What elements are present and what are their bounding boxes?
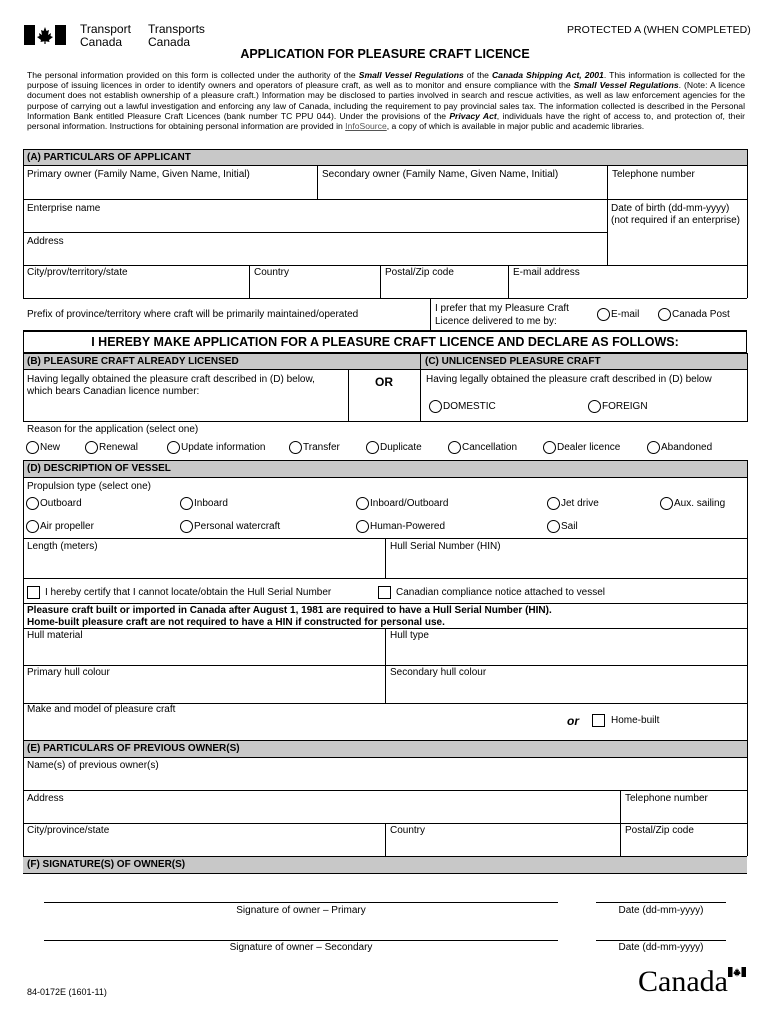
length-field[interactable] — [24, 554, 384, 577]
or-label-small: or — [567, 714, 579, 728]
reason-new-radio[interactable] — [26, 441, 39, 454]
make-model-field[interactable] — [24, 717, 559, 739]
reason-transfer-label: Transfer — [303, 442, 340, 453]
reason-cancellation-radio[interactable] — [448, 441, 461, 454]
dept-fr-line1: Transports — [148, 22, 205, 36]
previous-owner-city-field[interactable] — [24, 838, 384, 855]
compliance-notice-checkbox[interactable] — [378, 586, 391, 599]
reason-dealer-label: Dealer licence — [557, 442, 621, 453]
propulsion-label: Propulsion type (select one) — [27, 481, 151, 492]
dept-en-line1: Transport — [80, 22, 131, 36]
primary-signature-field[interactable] — [44, 880, 558, 902]
previous-owner-country-label: Country — [390, 825, 426, 836]
prefer-label-line2: Licence delivered to me by: — [435, 316, 557, 327]
secondary-hull-colour-field[interactable] — [386, 680, 746, 702]
city-field[interactable] — [24, 280, 249, 297]
secondary-signature-date-field[interactable] — [596, 918, 726, 940]
hull-type-field[interactable] — [386, 643, 746, 664]
wordmark-flag-icon — [728, 967, 746, 977]
delivery-canada-post-radio[interactable] — [658, 308, 671, 321]
postal-code-label: Postal/Zip code — [385, 267, 454, 278]
reason-cancellation-label: Cancellation — [462, 442, 518, 453]
enterprise-name-label: Enterprise name — [27, 203, 101, 214]
secondary-owner-label: Secondary owner (Family Name, Given Name, Initial) — [322, 169, 559, 180]
primary-signature-label: Signature of owner – Primary — [236, 905, 366, 916]
dob-field[interactable] — [608, 228, 746, 264]
delivery-email-radio[interactable] — [597, 308, 610, 321]
email-field[interactable] — [509, 280, 746, 297]
privacy-notice: The personal information provided on this form is collected under the authority of the Small Vessel Regulations of the Canada Shipping Act, 2001. This information is collected for the purpose of issuing licences in order to identify owners and operators of pleasure craft, as well as to monitor and ensure compliance with the Small Vessel Regulations. (Note: A licence document does not establish ownership of a pleasure craft.) Information may be disclosed to parties involved in search and rescue activities, as well as law enforcement agencies for the purpose of carrying out a lawful investigation and enforcing any law of Canada, including the requirement to pay provincial sales tax. The information collected is described in the Personal Information Bank entitled Pleasure Craft Licences (bank number TC PPU 044). Under the provisions of the Privacy Act, individuals have the right of access to, and protection of, their personal information. Instructions for obtaining personal information are provided in InfoSource, a copy of which is available in major public and academic libraries. — [27, 70, 746, 132]
propulsion-human-powered-label: Human-Powered — [370, 521, 446, 532]
hin-label: Hull Serial Number (HIN) — [390, 541, 501, 552]
propulsion-aux-sailing-radio[interactable] — [660, 497, 673, 510]
canada-flag-icon — [24, 25, 66, 45]
propulsion-outboard-label: Outboard — [40, 498, 82, 509]
previous-owner-names-label: Name(s) of previous owner(s) — [27, 760, 159, 771]
previous-owner-names-field[interactable] — [24, 773, 746, 789]
dept-fr-line2: Canada — [148, 35, 191, 49]
licence-number-field[interactable] — [27, 399, 342, 419]
foreign-radio[interactable] — [588, 400, 601, 413]
canada-wordmark: Canada — [638, 965, 728, 998]
hin-field[interactable] — [386, 554, 746, 577]
section-d-header: (D) DESCRIPTION OF VESSEL — [23, 460, 747, 478]
propulsion-human-powered-radio[interactable] — [356, 520, 369, 533]
cannot-locate-hin-checkbox[interactable] — [27, 586, 40, 599]
primary-owner-field[interactable] — [24, 182, 317, 198]
form-number: 84-0172E (1601-11) — [27, 987, 107, 997]
secondary-signature-label: Signature of owner – Secondary — [229, 942, 373, 953]
country-label: Country — [254, 267, 290, 278]
reason-new-label: New — [40, 442, 61, 453]
hin-requirement-note: Pleasure craft built or imported in Canada after August 1, 1981 are required to have a Hull Serial Number (HIN). — [27, 605, 552, 616]
section-b-header: (B) PLEASURE CRAFT ALREADY LICENSED — [23, 353, 420, 370]
propulsion-inboard-label: Inboard — [194, 498, 228, 509]
section-a-header: (A) PARTICULARS OF APPLICANT — [23, 149, 747, 166]
previous-owner-country-field[interactable] — [386, 838, 619, 855]
previous-owner-telephone-label: Telephone number — [625, 793, 708, 804]
primary-hull-colour-field[interactable] — [24, 680, 384, 702]
reason-renewal-radio[interactable] — [85, 441, 98, 454]
hull-type-label: Hull type — [390, 630, 429, 641]
propulsion-sail-label: Sail — [561, 521, 578, 532]
propulsion-pwc-label: Personal watercraft — [194, 521, 281, 532]
cannot-locate-hin-label: I hereby certify that I cannot locate/obtain the Hull Serial Number — [45, 587, 332, 598]
prefix-field[interactable] — [363, 300, 429, 328]
hull-material-label: Hull material — [27, 630, 83, 641]
propulsion-jet-radio[interactable] — [547, 497, 560, 510]
section-e-header: (E) PARTICULARS OF PREVIOUS OWNER(S) — [23, 740, 747, 758]
length-label: Length (meters) — [27, 541, 98, 552]
reason-abandoned-label: Abandoned — [661, 442, 713, 453]
dob-note: (not required if an enterprise) — [611, 215, 740, 226]
reason-transfer-radio[interactable] — [289, 441, 302, 454]
propulsion-aux-sailing-label: Aux. sailing — [674, 498, 726, 509]
reason-duplicate-label: Duplicate — [380, 442, 422, 453]
home-built-label: Home-built — [611, 715, 660, 726]
email-label: E-mail address — [513, 267, 580, 278]
propulsion-inboard-outboard-label: Inboard/Outboard — [370, 498, 449, 509]
compliance-notice-label: Canadian compliance notice attached to vessel — [396, 587, 606, 598]
section-f-header: (F) SIGNATURE(S) OF OWNER(S) — [23, 856, 747, 874]
primary-hull-colour-label: Primary hull colour — [27, 667, 110, 678]
section-b-text-line1: Having legally obtained the pleasure craft described in (D) below, — [27, 374, 315, 385]
or-divider: OR — [375, 375, 393, 389]
hull-material-field[interactable] — [24, 643, 384, 664]
previous-owner-address-field[interactable] — [24, 806, 620, 822]
domestic-label: DOMESTIC — [443, 401, 496, 412]
dob-label: Date of birth (dd-mm-yyyy) — [611, 203, 730, 214]
country-field[interactable] — [250, 280, 380, 297]
previous-owner-postal-field[interactable] — [621, 838, 746, 855]
reason-duplicate-radio[interactable] — [366, 441, 379, 454]
primary-signature-date-field[interactable] — [596, 880, 726, 902]
reason-dealer-radio[interactable] — [543, 441, 556, 454]
make-model-label: Make and model of pleasure craft — [27, 704, 176, 715]
propulsion-air-propeller-label: Air propeller — [40, 521, 94, 532]
city-label: City/prov/territory/state — [27, 267, 128, 278]
delivery-email-label: E-mail — [611, 309, 640, 320]
section-b-text-line2: which bears Canadian licence number: — [27, 386, 200, 397]
section-c-text: Having legally obtained the pleasure craft described in (D) below — [426, 374, 712, 385]
postal-code-field[interactable] — [381, 280, 508, 297]
previous-owner-telephone-field[interactable] — [621, 806, 746, 822]
address-field[interactable] — [24, 248, 606, 264]
propulsion-inboard-radio[interactable] — [180, 497, 193, 510]
previous-owner-address-label: Address — [27, 793, 64, 804]
secondary-signature-field[interactable] — [44, 918, 558, 940]
dept-en-line2: Canada — [80, 35, 123, 49]
reason-label: Reason for the application (select one) — [27, 424, 199, 435]
reason-update-radio[interactable] — [167, 441, 180, 454]
foreign-label: FOREIGN — [602, 401, 648, 412]
propulsion-air-propeller-radio[interactable] — [26, 520, 39, 533]
enterprise-name-field[interactable] — [24, 215, 606, 231]
previous-owner-postal-label: Postal/Zip code — [625, 825, 694, 836]
secondary-hull-colour-label: Secondary hull colour — [390, 667, 487, 678]
reason-renewal-label: Renewal — [99, 442, 138, 453]
propulsion-pwc-radio[interactable] — [180, 520, 193, 533]
infosource-link[interactable]: InfoSource — [345, 121, 387, 132]
primary-date-label: Date (dd-mm-yyyy) — [618, 905, 704, 916]
home-built-checkbox[interactable] — [592, 714, 605, 727]
primary-owner-label: Primary owner (Family Name, Given Name, Initial) — [27, 169, 250, 180]
telephone-field[interactable] — [608, 182, 746, 198]
propulsion-inboard-outboard-radio[interactable] — [356, 497, 369, 510]
declaration-banner: I HEREBY MAKE APPLICATION FOR A PLEASURE CRAFT LICENCE AND DECLARE AS FOLLOWS: — [23, 330, 747, 353]
protected-label: PROTECTED A (WHEN COMPLETED) — [567, 24, 751, 36]
domestic-radio[interactable] — [429, 400, 442, 413]
prefix-label: Prefix of province/territory where craft will be primarily maintained/operated — [27, 309, 359, 320]
delivery-canada-post-label: Canada Post — [672, 309, 730, 320]
prefer-label-line1: I prefer that my Pleasure Craft — [435, 303, 569, 314]
section-c-header: (C) UNLICENSED PLEASURE CRAFT — [420, 353, 747, 370]
secondary-owner-field[interactable] — [318, 182, 607, 198]
propulsion-outboard-radio[interactable] — [26, 497, 39, 510]
form-title: APPLICATION FOR PLEASURE CRAFT LICENCE — [240, 47, 530, 61]
propulsion-sail-radio[interactable] — [547, 520, 560, 533]
telephone-label: Telephone number — [612, 169, 695, 180]
reason-update-label: Update information — [181, 442, 266, 453]
secondary-date-label: Date (dd-mm-yyyy) — [618, 942, 704, 953]
propulsion-jet-label: Jet drive — [561, 498, 599, 509]
home-built-note: Home-built pleasure craft are not required to have a HIN if constructed for personal use. — [27, 617, 445, 628]
previous-owner-city-label: City/province/state — [27, 825, 110, 836]
reason-abandoned-radio[interactable] — [647, 441, 660, 454]
address-label: Address — [27, 236, 64, 247]
